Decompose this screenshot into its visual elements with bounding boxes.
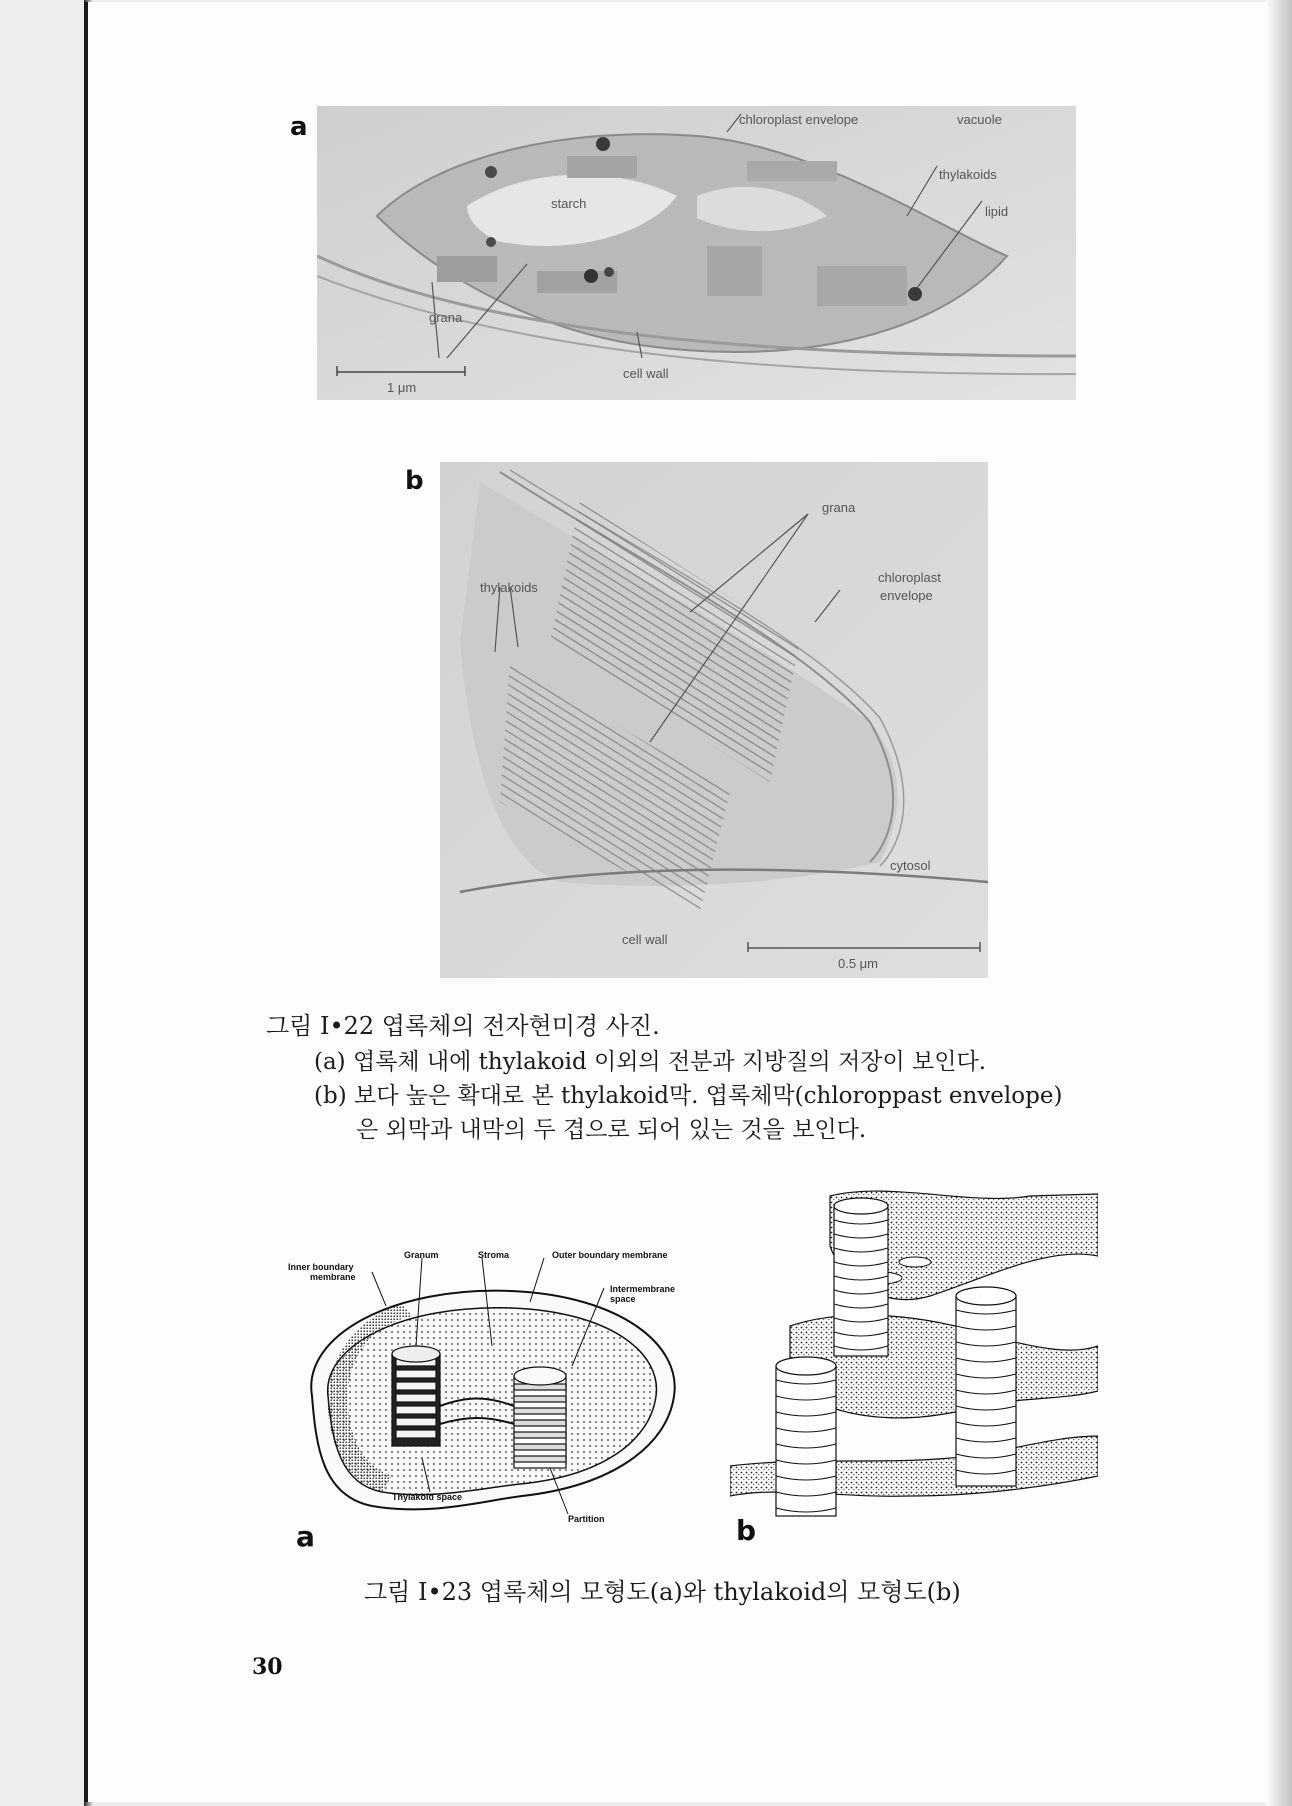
page-edge-shadow [1266, 0, 1292, 1806]
figure-22-caption-line-a: (a) 엽록체 내에 thylakoid 이외의 전분과 지방질의 저장이 보인다. [314, 1049, 987, 1075]
figure-23b-thylakoid-diagram [730, 1186, 1098, 1522]
label-cell-wall: cell wall [623, 366, 669, 381]
figure-23-panel-b-letter: b [736, 1514, 757, 1547]
label-chloroplast-envelope: chloroplast envelope [739, 112, 859, 127]
scale-bar-label: 1 μm [387, 380, 417, 395]
label-grana: grana [822, 500, 856, 515]
label-partition: Partition [568, 1514, 605, 1524]
label-cytosol: cytosol [890, 858, 931, 873]
label-starch: starch [551, 196, 587, 211]
label-chloroplast: chloroplast [878, 570, 941, 585]
label-membrane: membrane [310, 1272, 356, 1282]
figure-22-panel-a-letter: a [290, 112, 308, 142]
label-granum: Granum [404, 1250, 439, 1260]
figure-22-panel-b-letter: b [405, 466, 424, 496]
figure-22-caption-title: 그림 Ⅰ•22 엽록체의 전자현미경 사진. [266, 1012, 660, 1040]
label-cell-wall: cell wall [622, 932, 668, 947]
figure-22b-micrograph [440, 462, 988, 978]
label-envelope: envelope [880, 588, 933, 603]
figure-22-caption [266, 1006, 1062, 1147]
figure-22-caption-line-b2: 은 외막과 내막의 두 겹으로 되어 있는 것을 보인다. [356, 1117, 867, 1143]
figure-23-caption: 그림 Ⅰ•23 엽록체의 모형도(a)와 thylakoid의 모형도(b) [364, 1578, 961, 1606]
label-vacuole: vacuole [957, 112, 1002, 127]
label-lipid: lipid [985, 204, 1009, 219]
figure-22a-micrograph [317, 106, 1076, 400]
label-inner-boundary: Inner boundary [288, 1262, 354, 1272]
label-thylakoids: thylakoids [939, 167, 997, 182]
label-thylakoids: thylakoids [480, 580, 538, 595]
label-space: space [610, 1294, 636, 1304]
figure-23-panel-a-letter: a [296, 1520, 315, 1553]
label-intermembrane: Intermembrane [610, 1284, 676, 1294]
figure-23a-chloroplast-diagram [282, 1246, 702, 1526]
figure-22-caption-line-b: (b) 보다 높은 확대로 본 thylakoid막. 엽록체막(chloroppast envelope) [314, 1083, 1063, 1109]
scale-bar-label: 0.5 μm [838, 956, 879, 971]
label-outer-boundary: Outer boundary membrane [552, 1250, 668, 1260]
label-thylakoid-space: Thylakoid space [392, 1492, 463, 1502]
label-stroma: Stroma [478, 1250, 510, 1260]
label-grana: grana [429, 310, 463, 325]
page-number: 30 [252, 1654, 283, 1680]
